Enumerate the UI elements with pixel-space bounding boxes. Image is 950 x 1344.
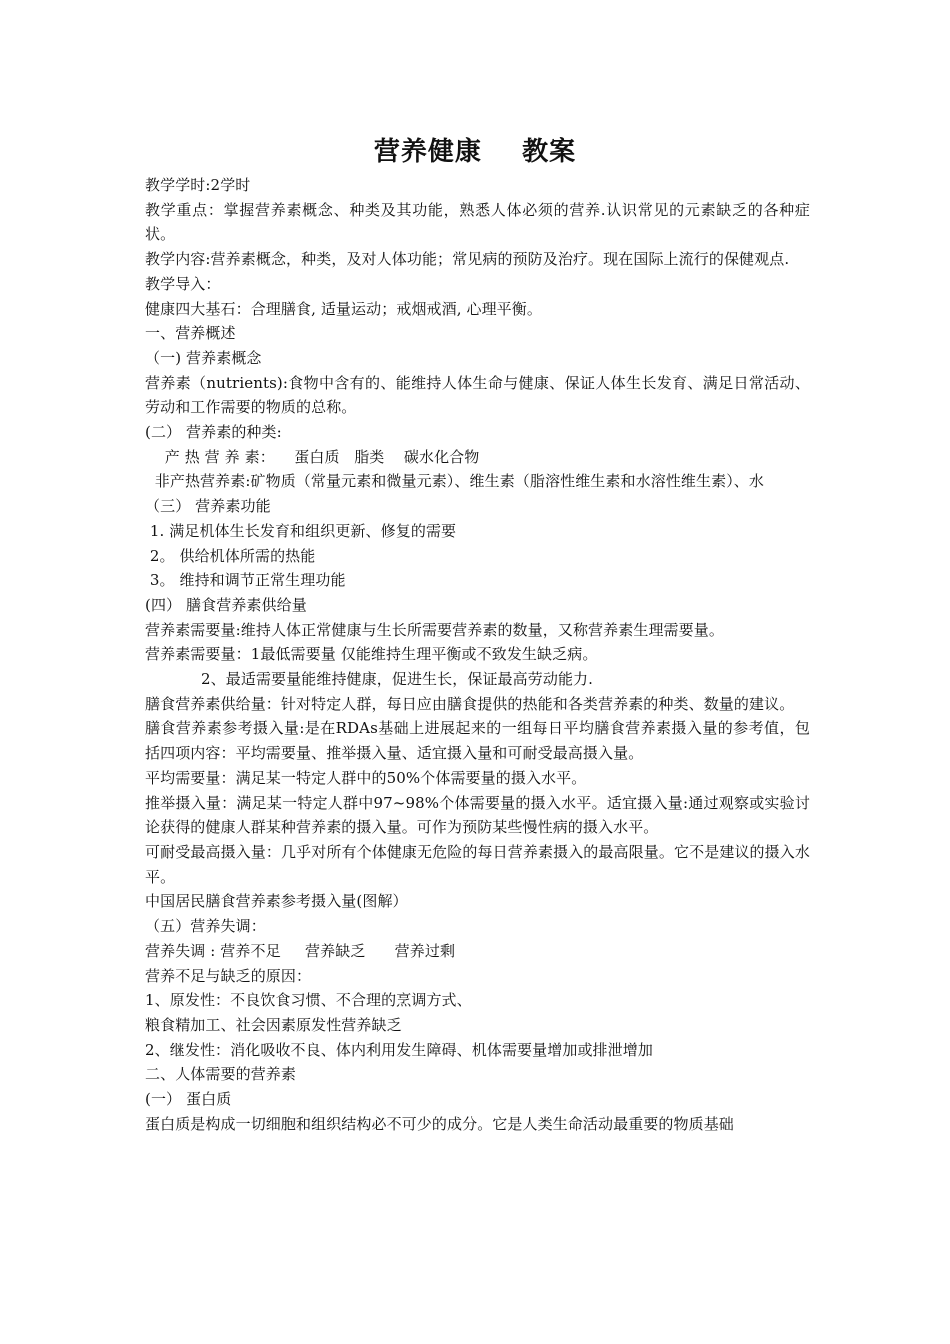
list-item: 2。 供给机体所需的热能 [145,546,316,565]
section-heading: 一、营养概述 [145,324,236,343]
document-body [145,173,810,1136]
document-title: 营养健康 教案 [373,137,577,167]
paragraph: 粮食精加工、社会因素原发性营养缺乏 [145,1015,402,1034]
subsection-heading: （五）营养失调： [145,917,266,936]
subsection-heading: （三） 营养素功能 [145,497,271,516]
paragraph: 中国居民膳食营养素参考摄入量(图解） [145,892,408,911]
list-item: 3。 维持和调节正常生理功能 [145,571,346,590]
paragraph: 膳食营养素供给量：针对特定人群，每日应由膳食提供的热能和各类营养素的种类、数量的建议。 [145,694,795,713]
paragraph: 营养不足与缺乏的原因： [145,966,312,985]
subsection-heading: (一） 蛋白质 [145,1090,232,1109]
paragraph: 蛋白质是构成一切细胞和组织结构必不可少的成分。它是人类生命活动最重要的物质基础 [145,1114,734,1133]
paragraph: 可耐受最高摄入量：几乎对所有个体健康无危险的每日营养素摄入的最高限量。它不是建议的摄入水平。 [145,842,810,886]
paragraph: 营养素需要量：1最低需要量 仅能维持生理平衡或不致发生缺乏病。 [145,645,598,664]
paragraph: 2、继发性：消化吸收不良、体内利用发生障碍、机体需要量增加或排泄增加 [145,1040,653,1059]
paragraph: 健康四大基石：合理膳食, 适量运动；戒烟戒酒, 心理平衡。 [145,299,542,318]
paragraph: 营养素需要量:维持人体正常健康与生长所需要营养素的数量，又称营养素生理需要量。 [145,620,724,639]
subsection-heading: （一) 营养素概念 [145,348,262,367]
paragraph: 膳食营养素参考摄入量:是在RDAs基础上进展起来的一组每日平均膳食营养素摄入量的参考值，包括四项内容：平均需要量、推举摄入量、适宜摄入量和可耐受最高摄入量。 [145,719,810,763]
paragraph: 1、原发性：不良饮食习惯、不合理的烹调方式、 [145,991,472,1010]
paragraph: 平均需要量：满足某一特定人群中的50%个体需要量的摄入水平。 [145,768,587,787]
paragraph: 2、最适需要量能维持健康，促进生长，保证最高劳动能力. [201,670,594,689]
subsection-heading: (四） 膳食营养素供给量 [145,595,307,614]
paragraph: 营养失调 : 营养不足 营养缺乏 营养过剩 [145,941,456,960]
paragraph: 非产热营养素:矿物质（常量元素和微量元素）、维生素（脂溶性维生素和水溶性维生素）、水 [145,472,765,491]
paragraph: 教学学时:2学时 [145,176,251,194]
paragraph: 营养素（nutrients):食物中含有的、能维持人体生命与健康、保证人体生长发育、满足日常活动、劳动和工作需要的物质的总称。 [145,373,810,417]
paragraph: 产 热 营 养 素： 蛋白质 脂类 碳水化合物 [155,447,480,466]
subsection-heading: (二） 营养素的种类: [145,423,282,442]
paragraph: 推举摄入量：满足某一特定人群中97~98%个体需要量的摄入水平。适宜摄入量:通过观察或实验讨论获得的健康人群某种营养素的摄入量。可作为预防某些慢性病的摄入水平。 [145,793,810,837]
paragraph: 教学内容:营养素概念，种类，及对人体功能；常见病的预防及治疗。现在国际上流行的保健观点. [145,250,790,269]
paragraph: 教学导入： [145,274,221,293]
paragraph: 教学重点：掌握营养素概念、种类及其功能，熟悉人体必须的营养.认识常见的元素缺乏的各种症状。 [145,200,810,244]
list-item: 1. 满足机体生长发育和组织更新、修复的需要 [145,521,457,540]
section-heading: 二、人体需要的营养素 [145,1065,297,1084]
